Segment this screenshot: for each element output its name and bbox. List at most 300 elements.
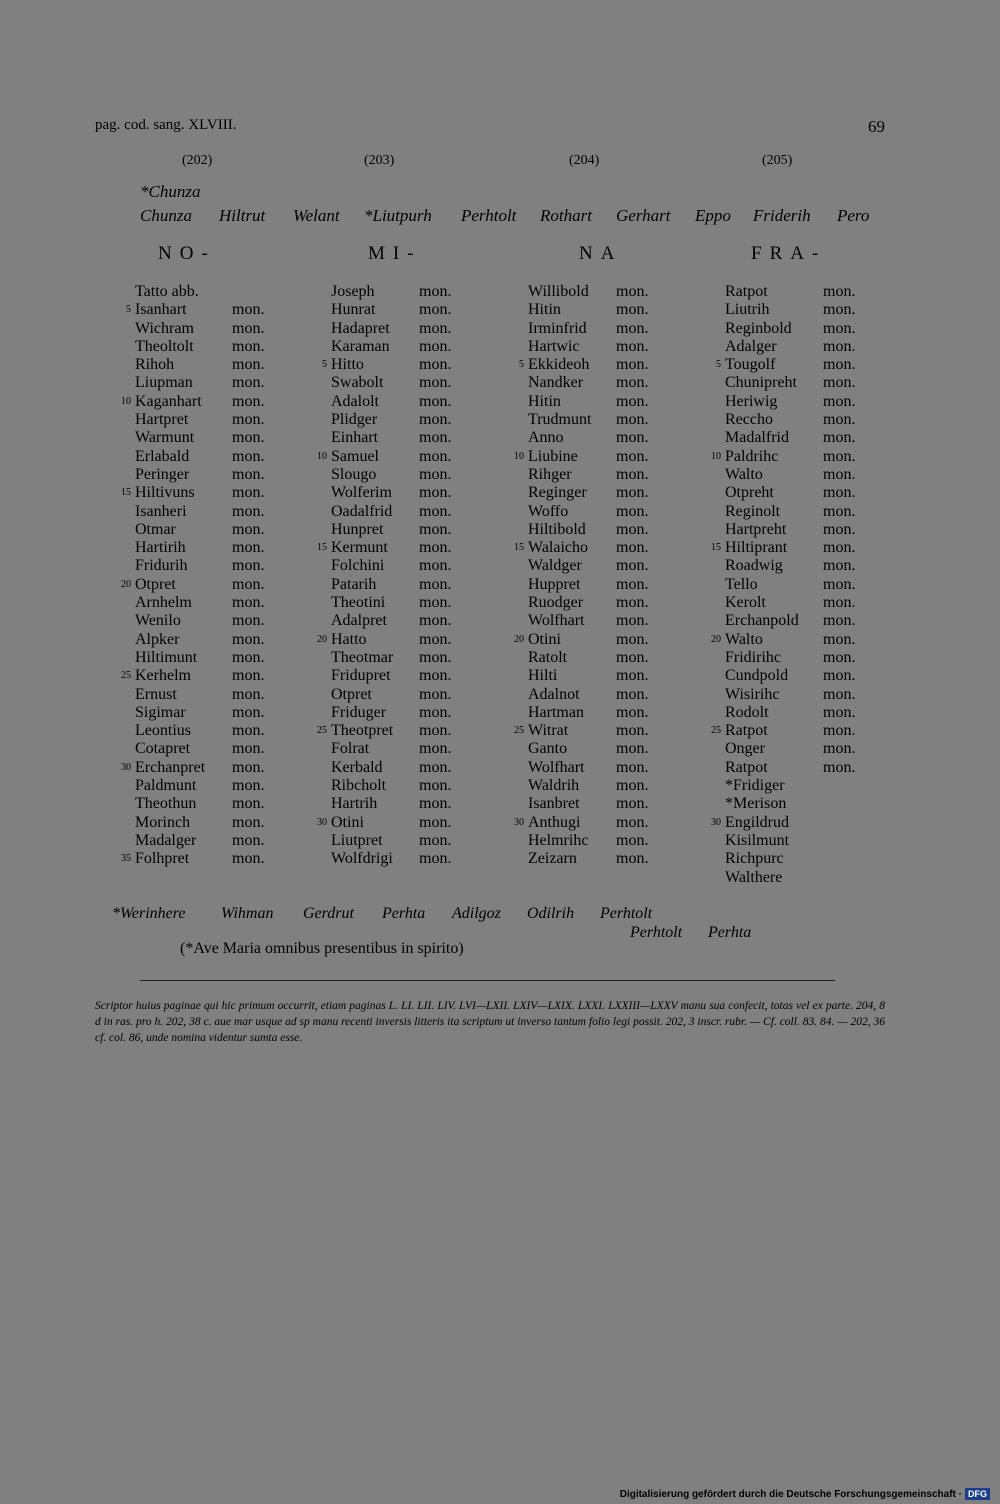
top-name-1: Hiltrut bbox=[219, 206, 266, 225]
entry-name: Walto bbox=[725, 630, 763, 648]
list-item bbox=[135, 447, 265, 466]
list-item bbox=[725, 465, 856, 484]
list-item bbox=[331, 703, 452, 722]
entry-name: Onger bbox=[725, 740, 765, 758]
list-item bbox=[528, 850, 649, 868]
entry-status: mon. bbox=[419, 575, 452, 593]
entry-status: mon. bbox=[232, 465, 265, 483]
entry-status: mon. bbox=[232, 831, 265, 849]
entry-name: Ratpot bbox=[725, 283, 768, 300]
list-item bbox=[135, 557, 265, 575]
entry-name: Heriwig bbox=[725, 392, 778, 410]
entry-name: Reginolt bbox=[725, 502, 781, 520]
entry-status: mon. bbox=[419, 722, 452, 740]
entry-name: Slougo bbox=[331, 465, 377, 483]
entry-status: mon. bbox=[232, 667, 265, 685]
entry-name: Hunpret bbox=[331, 520, 384, 538]
entry-status: mon. bbox=[232, 630, 265, 648]
entry-name: Nandker bbox=[528, 374, 584, 392]
entry-status: mon. bbox=[616, 356, 649, 374]
list-item bbox=[528, 777, 649, 795]
entry-status: mon. bbox=[616, 722, 649, 740]
entry-status: mon. bbox=[232, 795, 265, 813]
list-item bbox=[528, 465, 649, 484]
entry-status: mon. bbox=[616, 667, 649, 685]
line-number: 10 bbox=[514, 450, 524, 462]
entry-name: Wolfhart bbox=[528, 758, 585, 776]
entry-status: mon. bbox=[616, 283, 649, 300]
list-item bbox=[725, 869, 799, 887]
entry-name: Arnhelm bbox=[135, 594, 192, 612]
entry-name: Otpreht bbox=[725, 484, 774, 502]
list-item bbox=[331, 740, 452, 758]
list-item bbox=[725, 703, 856, 722]
entry-status: mon. bbox=[616, 777, 649, 795]
list-item bbox=[121, 667, 265, 685]
top-name-3: *Liutpurh bbox=[364, 206, 432, 225]
entry-status: mon. bbox=[823, 539, 856, 557]
entry-name: Leontius bbox=[135, 722, 191, 740]
entry-name: Theoltolt bbox=[135, 337, 194, 355]
entry-name: Otini bbox=[528, 630, 561, 648]
entry-status: mon. bbox=[616, 795, 649, 813]
entry-name: Alpker bbox=[135, 630, 180, 648]
list-item bbox=[711, 813, 799, 832]
list-item bbox=[528, 648, 649, 667]
list-item bbox=[528, 374, 649, 392]
entry-status: mon. bbox=[823, 319, 856, 337]
list-item bbox=[135, 612, 265, 630]
entry-name: Swabolt bbox=[331, 374, 384, 392]
entry-status: mon. bbox=[232, 612, 265, 630]
entry-status: mon. bbox=[232, 685, 265, 703]
bottom-name-6: Perhtolt bbox=[600, 905, 653, 922]
line-number: 25 bbox=[121, 670, 131, 682]
entry-name: Theotini bbox=[331, 594, 386, 612]
entry-status: mon. bbox=[232, 575, 265, 593]
bottom-name-3: Perhta bbox=[382, 905, 426, 922]
entry-name: Engildrud bbox=[725, 813, 789, 831]
entry-status: mon. bbox=[232, 758, 265, 776]
list-item bbox=[528, 667, 649, 685]
entry-status: mon. bbox=[232, 520, 265, 538]
list-item bbox=[135, 520, 265, 539]
list-item bbox=[514, 813, 649, 832]
line-number: 10 bbox=[711, 450, 721, 462]
apparatus-notes: Scriptor huius paginae qui hic primum occurrit, etiam paginas L. LI. LII. LIV. LVI—LXII. LXIV—LXIX. LXXI. LXXIII—LXXV manu sua confecit, totas vel ex parte. 204, 8 d in ras. pro h. 202, 38 c. aue mar usque ad sp manu recenti inversis litteris ita scriptum ut inverso tantum folio legi possit. 202, 3 inscr. rubr. — Cf. coll. 83. 84. — 202, 36 cf. col. 86, unde nomina videntur sumta esse. bbox=[95, 1000, 885, 1044]
entry-name: Fridupret bbox=[331, 667, 391, 685]
entry-name: Peringer bbox=[135, 465, 190, 483]
entry-name: Otpret bbox=[331, 685, 372, 703]
entry-status: mon. bbox=[419, 667, 452, 685]
list-item bbox=[725, 374, 856, 392]
line-number: 15 bbox=[711, 542, 721, 554]
entry-status: mon. bbox=[232, 429, 265, 447]
list-item bbox=[322, 356, 452, 374]
list-item bbox=[331, 648, 452, 667]
bottom-name-8: Perhta bbox=[708, 924, 752, 941]
entry-status: mon. bbox=[823, 575, 856, 593]
list-item bbox=[331, 337, 452, 356]
entry-name: Woffo bbox=[528, 502, 569, 520]
entry-status: mon. bbox=[823, 356, 856, 374]
entry-status: mon. bbox=[616, 758, 649, 776]
list-item bbox=[331, 612, 452, 630]
entry-status: mon. bbox=[232, 594, 265, 612]
page-number: 69 bbox=[868, 117, 885, 136]
entry-name: Folchini bbox=[331, 557, 385, 575]
list-item bbox=[725, 392, 856, 411]
top-name-5: Rothart bbox=[540, 206, 592, 225]
list-item bbox=[528, 612, 649, 630]
entry-name: Plidger bbox=[331, 411, 378, 429]
line-number: 5 bbox=[322, 359, 327, 371]
list-item bbox=[528, 319, 649, 338]
entry-name: Rodolt bbox=[725, 703, 769, 721]
entry-name: Ratolt bbox=[528, 648, 568, 666]
entry-name: Madalfrid bbox=[725, 429, 789, 447]
top-insert-name: *Chunza bbox=[140, 182, 201, 201]
list-item bbox=[121, 392, 265, 411]
entry-name: Liubine bbox=[528, 447, 578, 465]
entry-name: Hilti bbox=[528, 667, 558, 685]
entry-status: mon. bbox=[232, 539, 265, 557]
entry-status: mon. bbox=[823, 722, 856, 740]
entry-status: mon. bbox=[823, 703, 856, 721]
list-item bbox=[331, 465, 452, 484]
entry-status: mon. bbox=[419, 447, 452, 465]
title-part-2: MI- bbox=[368, 243, 422, 264]
entry-status: mon. bbox=[232, 722, 265, 740]
entry-status: mon. bbox=[616, 319, 649, 337]
list-item bbox=[331, 850, 452, 868]
entry-name: Otmar bbox=[135, 520, 176, 538]
entry-status: mon. bbox=[823, 630, 856, 648]
entry-name: Huppret bbox=[528, 575, 581, 593]
entry-name: *Merison bbox=[725, 795, 787, 813]
bottom-name-4: Adilgoz bbox=[452, 905, 501, 922]
bottom-name-5: Odilrih bbox=[527, 905, 575, 922]
entry-name: Morinch bbox=[135, 813, 191, 831]
list-item bbox=[135, 319, 265, 338]
list-item bbox=[514, 722, 649, 740]
entry-status: mon. bbox=[823, 411, 856, 429]
dfg-credit-text: Digitalisierung gefördert durch die Deutsche Forschungsgemeinschaft · bbox=[619, 1488, 962, 1500]
list-item bbox=[135, 502, 265, 521]
top-name-7: Eppo bbox=[695, 206, 731, 225]
dfg-credit bbox=[620, 1488, 990, 1500]
entry-status: mon. bbox=[232, 557, 265, 575]
list-item bbox=[528, 685, 649, 704]
list-item bbox=[528, 392, 649, 411]
entry-name: Ratpot bbox=[725, 722, 768, 740]
top-name-9: Pero bbox=[837, 206, 870, 225]
entry-name: Kermunt bbox=[331, 539, 388, 557]
entry-name: Ganto bbox=[528, 740, 568, 758]
line-number: 30 bbox=[514, 816, 524, 828]
list-item bbox=[528, 301, 649, 319]
list-item bbox=[317, 630, 452, 649]
list-item bbox=[528, 557, 649, 575]
list-item bbox=[331, 575, 452, 594]
entry-name: Hiltiprant bbox=[725, 539, 788, 557]
entry-name: Isanheri bbox=[135, 502, 187, 520]
list-item bbox=[514, 539, 649, 557]
entry-name: Walto bbox=[725, 465, 763, 483]
list-item bbox=[725, 667, 856, 685]
entry-status: mon. bbox=[823, 648, 856, 666]
entry-status: mon. bbox=[232, 319, 265, 337]
entry-status: mon. bbox=[823, 502, 856, 520]
entry-name: Ribcholt bbox=[331, 777, 387, 795]
entry-status: mon. bbox=[616, 685, 649, 703]
entry-name: Paldmunt bbox=[135, 777, 197, 795]
list-item bbox=[317, 722, 452, 740]
list-item bbox=[528, 575, 649, 594]
entry-status: mon. bbox=[823, 484, 856, 502]
entry-name: Willibold bbox=[528, 283, 589, 300]
list-item bbox=[135, 685, 265, 704]
name-column-203 bbox=[317, 283, 452, 869]
line-number: 5 bbox=[519, 359, 524, 371]
line-number: 5 bbox=[716, 359, 721, 371]
line-number: 30 bbox=[121, 761, 131, 773]
list-item bbox=[331, 484, 452, 502]
list-item bbox=[725, 337, 856, 356]
entry-status: mon. bbox=[232, 777, 265, 795]
entry-status: mon. bbox=[419, 758, 452, 776]
entry-status: mon. bbox=[419, 648, 452, 666]
entry-status: mon. bbox=[232, 813, 265, 831]
list-item bbox=[528, 484, 649, 502]
list-item bbox=[725, 520, 856, 539]
entry-status: mon. bbox=[823, 520, 856, 538]
list-item bbox=[528, 758, 649, 777]
list-item bbox=[725, 850, 799, 868]
entry-name: Waldrih bbox=[528, 777, 580, 795]
entry-name: Hitin bbox=[528, 301, 561, 319]
entry-status: mon. bbox=[419, 685, 452, 703]
line-number: 25 bbox=[317, 725, 327, 737]
line-number: 25 bbox=[514, 725, 524, 737]
list-item bbox=[725, 557, 856, 575]
entry-status: mon. bbox=[823, 685, 856, 703]
entry-name: Kaganhart bbox=[135, 392, 202, 410]
entry-status: mon. bbox=[823, 429, 856, 447]
entry-status: mon. bbox=[616, 484, 649, 502]
entry-name: Hitin bbox=[528, 392, 561, 410]
entry-name: Wolfhart bbox=[528, 612, 585, 630]
entry-status: mon. bbox=[616, 465, 649, 483]
top-name-8: Friderih bbox=[753, 206, 811, 225]
entry-status: mon. bbox=[823, 667, 856, 685]
entry-name: Samuel bbox=[331, 447, 379, 465]
list-item bbox=[725, 301, 856, 319]
entry-status: mon. bbox=[419, 484, 452, 502]
entry-name: Tougolf bbox=[725, 356, 776, 374]
line-number: 20 bbox=[121, 578, 131, 590]
entry-status: mon. bbox=[232, 356, 265, 374]
list-item bbox=[331, 667, 452, 685]
entry-status: mon. bbox=[616, 813, 649, 831]
entry-status: mon. bbox=[616, 630, 649, 648]
entry-name: Otini bbox=[331, 813, 364, 831]
list-item bbox=[528, 411, 649, 429]
title-part-3: NA bbox=[579, 243, 623, 264]
entry-name: Theotpret bbox=[331, 722, 394, 740]
line-number: 20 bbox=[514, 633, 524, 645]
line-number: 10 bbox=[317, 450, 327, 462]
entry-status: mon. bbox=[419, 429, 452, 447]
list-item bbox=[725, 319, 856, 338]
entry-name: Sigimar bbox=[135, 703, 186, 721]
entry-status: mon. bbox=[616, 831, 649, 849]
list-item bbox=[528, 740, 649, 758]
list-item bbox=[135, 337, 265, 356]
entry-status: mon. bbox=[232, 337, 265, 355]
list-item bbox=[725, 685, 856, 704]
entry-name: Witrat bbox=[528, 722, 569, 740]
list-item bbox=[528, 594, 649, 612]
name-column-205 bbox=[711, 283, 856, 887]
list-item bbox=[711, 630, 856, 649]
list-item bbox=[135, 356, 265, 374]
entry-status: mon. bbox=[419, 374, 452, 392]
column-number-205: (205) bbox=[762, 153, 793, 168]
entry-name: Hartwic bbox=[528, 337, 580, 355]
entry-status: mon. bbox=[616, 594, 649, 612]
list-item bbox=[126, 301, 265, 319]
entry-status: mon. bbox=[823, 612, 856, 630]
entry-name: Kerolt bbox=[725, 594, 766, 612]
entry-status: mon. bbox=[419, 630, 452, 648]
list-item bbox=[135, 539, 265, 557]
entry-name: Waldger bbox=[528, 557, 582, 575]
entry-status: mon. bbox=[616, 557, 649, 575]
entry-status: mon. bbox=[419, 594, 452, 612]
list-item bbox=[135, 283, 205, 301]
title-part-1: NO- bbox=[158, 243, 216, 264]
list-item bbox=[528, 502, 649, 521]
entry-status: mon. bbox=[419, 831, 452, 849]
column-number-204: (204) bbox=[569, 153, 600, 168]
entry-name: Erchanpold bbox=[725, 612, 799, 630]
list-item bbox=[331, 374, 452, 392]
entry-status: mon. bbox=[419, 520, 452, 538]
entry-name: Wenilo bbox=[135, 612, 181, 630]
top-name-0: Chunza bbox=[140, 206, 192, 225]
list-item bbox=[725, 484, 856, 502]
entry-name: Adalnot bbox=[528, 685, 580, 703]
list-item bbox=[528, 520, 649, 539]
entry-status: mon. bbox=[823, 465, 856, 483]
entry-status: mon. bbox=[823, 337, 856, 355]
entry-status: mon. bbox=[419, 356, 452, 374]
entry-status: mon. bbox=[616, 429, 649, 447]
list-item bbox=[528, 831, 649, 850]
entry-name: Hiltivuns bbox=[135, 484, 195, 502]
top-name-2: Welant bbox=[293, 206, 340, 225]
list-item bbox=[725, 283, 856, 301]
entry-name: Anno bbox=[528, 429, 564, 447]
entry-name: Rihoh bbox=[135, 356, 175, 374]
list-item bbox=[135, 813, 265, 832]
entry-name: Liupman bbox=[135, 374, 193, 392]
list-item bbox=[331, 301, 452, 319]
list-item bbox=[135, 703, 265, 722]
entry-name: Walaicho bbox=[528, 539, 589, 557]
entry-name: Hunrat bbox=[331, 301, 376, 319]
list-item bbox=[725, 612, 856, 630]
entry-name: Erlabald bbox=[135, 447, 190, 465]
entry-name: Hartpret bbox=[135, 411, 189, 429]
entry-status: mon. bbox=[419, 703, 452, 721]
entry-name: Liutrih bbox=[725, 301, 770, 319]
list-item bbox=[725, 575, 856, 594]
list-item bbox=[331, 831, 452, 850]
list-item bbox=[135, 777, 265, 795]
entry-name: Chunipreht bbox=[725, 374, 797, 392]
entry-name: Adalolt bbox=[331, 392, 379, 410]
list-item bbox=[725, 648, 856, 667]
list-item bbox=[135, 795, 265, 813]
list-item bbox=[135, 429, 265, 447]
line-number: 35 bbox=[121, 853, 131, 865]
list-item bbox=[331, 685, 452, 704]
entry-name: Tello bbox=[725, 575, 758, 593]
list-item bbox=[725, 758, 856, 777]
entry-status: mon. bbox=[419, 502, 452, 520]
entry-status: mon. bbox=[232, 374, 265, 392]
bottom-name-2: Gerdrut bbox=[303, 905, 354, 922]
list-item bbox=[121, 850, 265, 868]
column-number-203: (203) bbox=[364, 153, 395, 168]
entry-status: mon. bbox=[419, 777, 452, 795]
entry-name: Liutpret bbox=[331, 831, 383, 849]
list-item bbox=[725, 795, 799, 813]
entry-name: Karaman bbox=[331, 337, 390, 355]
list-item bbox=[331, 411, 452, 429]
entry-name: Hitto bbox=[331, 356, 364, 374]
entry-name: Hiltimunt bbox=[135, 648, 198, 666]
list-item bbox=[135, 374, 265, 392]
entry-status: mon. bbox=[232, 850, 265, 868]
entry-status: mon. bbox=[616, 520, 649, 538]
entry-name: Ekkideoh bbox=[528, 356, 590, 374]
entry-status: mon. bbox=[419, 557, 452, 575]
list-item bbox=[135, 831, 265, 850]
entry-name: Richpurc bbox=[725, 850, 784, 868]
list-item bbox=[317, 813, 452, 832]
list-item bbox=[135, 630, 265, 649]
entry-name: Trudmunt bbox=[528, 411, 592, 429]
dfg-logo: DFG bbox=[965, 1488, 990, 1500]
entry-name: Reginbold bbox=[725, 319, 792, 337]
entry-status: mon. bbox=[419, 411, 452, 429]
entry-status: mon. bbox=[419, 813, 452, 831]
bottom-name-7: Perhtolt bbox=[630, 924, 683, 941]
entry-name: Fridurih bbox=[135, 557, 188, 575]
list-item bbox=[528, 283, 649, 301]
entry-name: Einhart bbox=[331, 429, 379, 447]
entry-name: Otpret bbox=[135, 575, 176, 593]
entry-name: Rihger bbox=[528, 465, 572, 483]
list-item bbox=[135, 722, 265, 740]
entry-status: mon. bbox=[823, 447, 856, 465]
entry-status: mon. bbox=[232, 447, 265, 465]
entry-status: mon. bbox=[419, 392, 452, 410]
list-item bbox=[331, 392, 452, 411]
